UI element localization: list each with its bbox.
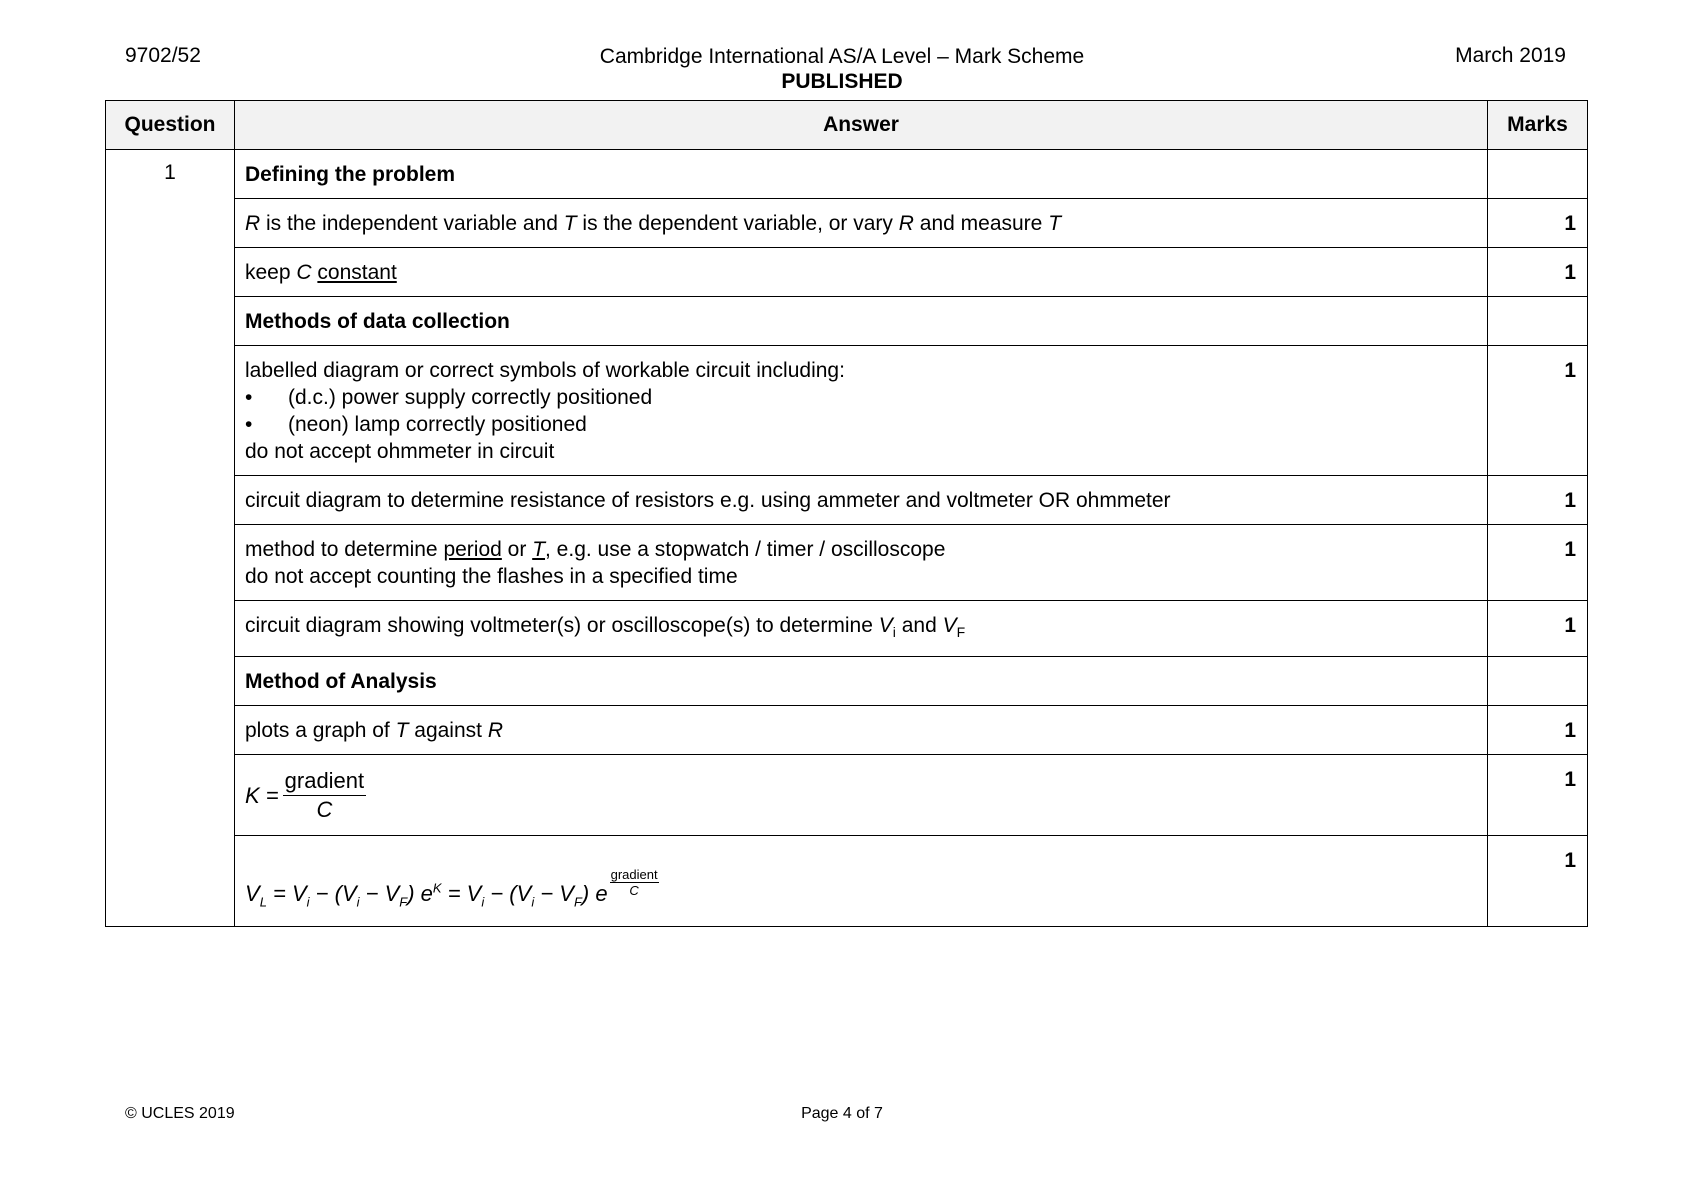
answer-text: plots a graph of — [245, 719, 396, 743]
table-row — [106, 346, 1588, 476]
formula-subscript: F — [573, 894, 582, 910]
answer-text: do not accept ohmmeter in circuit — [245, 440, 555, 463]
answer-cell — [235, 248, 1488, 297]
answer-text: circuit diagram showing voltmeter(s) or oscilloscope(s) to determine — [245, 614, 879, 637]
formula-part: = V — [441, 881, 482, 907]
table-row — [106, 476, 1588, 525]
answer-cell — [235, 755, 1488, 836]
answer-cell — [235, 706, 1488, 755]
formula-part: ) e — [407, 881, 433, 907]
answer-line — [245, 536, 1477, 563]
variable-t: T — [1048, 212, 1062, 235]
answer-text: is the dependent variable, or vary — [576, 212, 899, 235]
subscript: i — [892, 624, 896, 641]
formula-subscript: F — [399, 894, 408, 910]
variable-r: R — [245, 212, 261, 235]
exam-date: March 2019 — [1455, 44, 1566, 67]
title-text: Cambridge International AS/A Level – Mark Scheme — [599, 45, 1085, 68]
fraction-denominator: C — [316, 797, 333, 823]
exponent-fraction — [610, 867, 659, 898]
table-row — [106, 755, 1588, 836]
formula-part: − V — [534, 881, 574, 907]
formula-subscript: i — [531, 894, 535, 910]
paper-code: 9702/52 — [125, 44, 201, 67]
section-heading: Method of Analysis — [235, 657, 1488, 706]
table-row — [106, 706, 1588, 755]
bullet-icon: • — [245, 413, 253, 436]
formula-k — [245, 766, 1477, 824]
table-row — [106, 248, 1588, 297]
formula-subscript: i — [356, 894, 360, 910]
document-title — [0, 44, 1684, 94]
answer-text: and — [895, 614, 943, 637]
variable-v: V — [878, 614, 893, 637]
answer-cell — [235, 346, 1488, 476]
question-number: 1 — [106, 150, 235, 927]
answer-column-header: Answer — [235, 101, 1488, 150]
variable-t: T — [532, 538, 546, 561]
answer-cell — [235, 836, 1488, 926]
mark-scheme-table — [105, 100, 1588, 927]
bullet-text: (d.c.) power supply correctly positioned — [288, 386, 653, 409]
exponent-denominator: C — [629, 883, 639, 899]
marks-cell — [1488, 150, 1588, 199]
formula-part: ) e — [581, 881, 608, 907]
answer-text: labelled diagram or correct symbols of workable circuit including: — [245, 359, 845, 382]
marks-cell: 1 — [1488, 836, 1588, 926]
underlined-term: period — [443, 538, 502, 561]
answer-cell — [235, 601, 1488, 657]
marks-cell: 1 — [1488, 248, 1588, 297]
marks-cell: 1 — [1488, 706, 1588, 755]
table-row — [106, 199, 1588, 248]
table-header-row — [106, 101, 1588, 150]
formula-subscript: i — [306, 894, 310, 910]
bullet-item — [245, 411, 1477, 438]
marks-cell: 1 — [1488, 755, 1588, 836]
marks-cell: 1 — [1488, 601, 1588, 657]
underlined-term: constant — [317, 261, 397, 284]
formula-subscript: i — [481, 894, 485, 910]
table-row — [106, 525, 1588, 601]
page-number: Page 4 of 7 — [801, 1105, 883, 1122]
answer-text: do not accept counting the flashes in a specified time — [245, 565, 738, 588]
answer-cell — [235, 199, 1488, 248]
fraction-numerator: gradient — [283, 767, 367, 796]
exponent-numerator: gradient — [610, 867, 658, 883]
variable-v: V — [942, 614, 957, 637]
marks-cell — [1488, 657, 1588, 706]
answer-cell: circuit diagram to determine resistance of resistors e.g. using ammeter and voltmeter OR ohmmeter — [235, 476, 1488, 525]
answer-text: is the independent variable and — [260, 212, 564, 235]
table-row — [106, 297, 1588, 346]
answer-text: keep — [245, 261, 297, 284]
table-row — [106, 836, 1588, 926]
bullet-icon: • — [245, 386, 253, 409]
formula-part: − V — [359, 881, 400, 907]
answer-cell — [235, 525, 1488, 601]
formula-subscript: L — [259, 894, 267, 910]
formula-vl — [245, 847, 1477, 915]
variable-t: T — [395, 719, 409, 743]
formula-superscript: K — [432, 880, 442, 896]
fraction — [283, 767, 367, 824]
marks-cell — [1488, 297, 1588, 346]
formula-part: − (V — [309, 881, 357, 907]
status-label: PUBLISHED — [781, 70, 903, 93]
marks-cell: 1 — [1488, 199, 1588, 248]
question-column-header: Question — [106, 101, 235, 150]
formula-lhs: K = — [245, 783, 279, 809]
formula-part: − (V — [484, 881, 532, 907]
table-row — [106, 150, 1588, 199]
variable-t: T — [563, 212, 577, 235]
formula-part: V — [245, 881, 260, 907]
bullet-text: (neon) lamp correctly positioned — [288, 413, 587, 436]
variable-c: C — [296, 261, 312, 284]
bullet-item — [245, 384, 1477, 411]
subscript: F — [956, 624, 966, 641]
table-row — [106, 601, 1588, 657]
table-row — [106, 657, 1588, 706]
answer-text: and measure — [913, 212, 1049, 235]
answer-text: or — [501, 538, 533, 561]
section-heading: Methods of data collection — [235, 297, 1488, 346]
section-heading: Defining the problem — [235, 150, 1488, 199]
marks-cell: 1 — [1488, 346, 1588, 476]
formula-part: = V — [266, 881, 307, 907]
marks-column-header: Marks — [1488, 101, 1588, 150]
copyright-notice: © UCLES 2019 — [125, 1105, 235, 1122]
answer-text: method to determine — [245, 538, 444, 561]
answer-text: against — [408, 719, 488, 743]
answer-text: , e.g. use a stopwatch / timer / oscilloscope — [545, 538, 946, 561]
marks-cell: 1 — [1488, 525, 1588, 601]
marks-cell: 1 — [1488, 476, 1588, 525]
variable-r: R — [898, 212, 914, 235]
variable-r: R — [487, 719, 503, 743]
